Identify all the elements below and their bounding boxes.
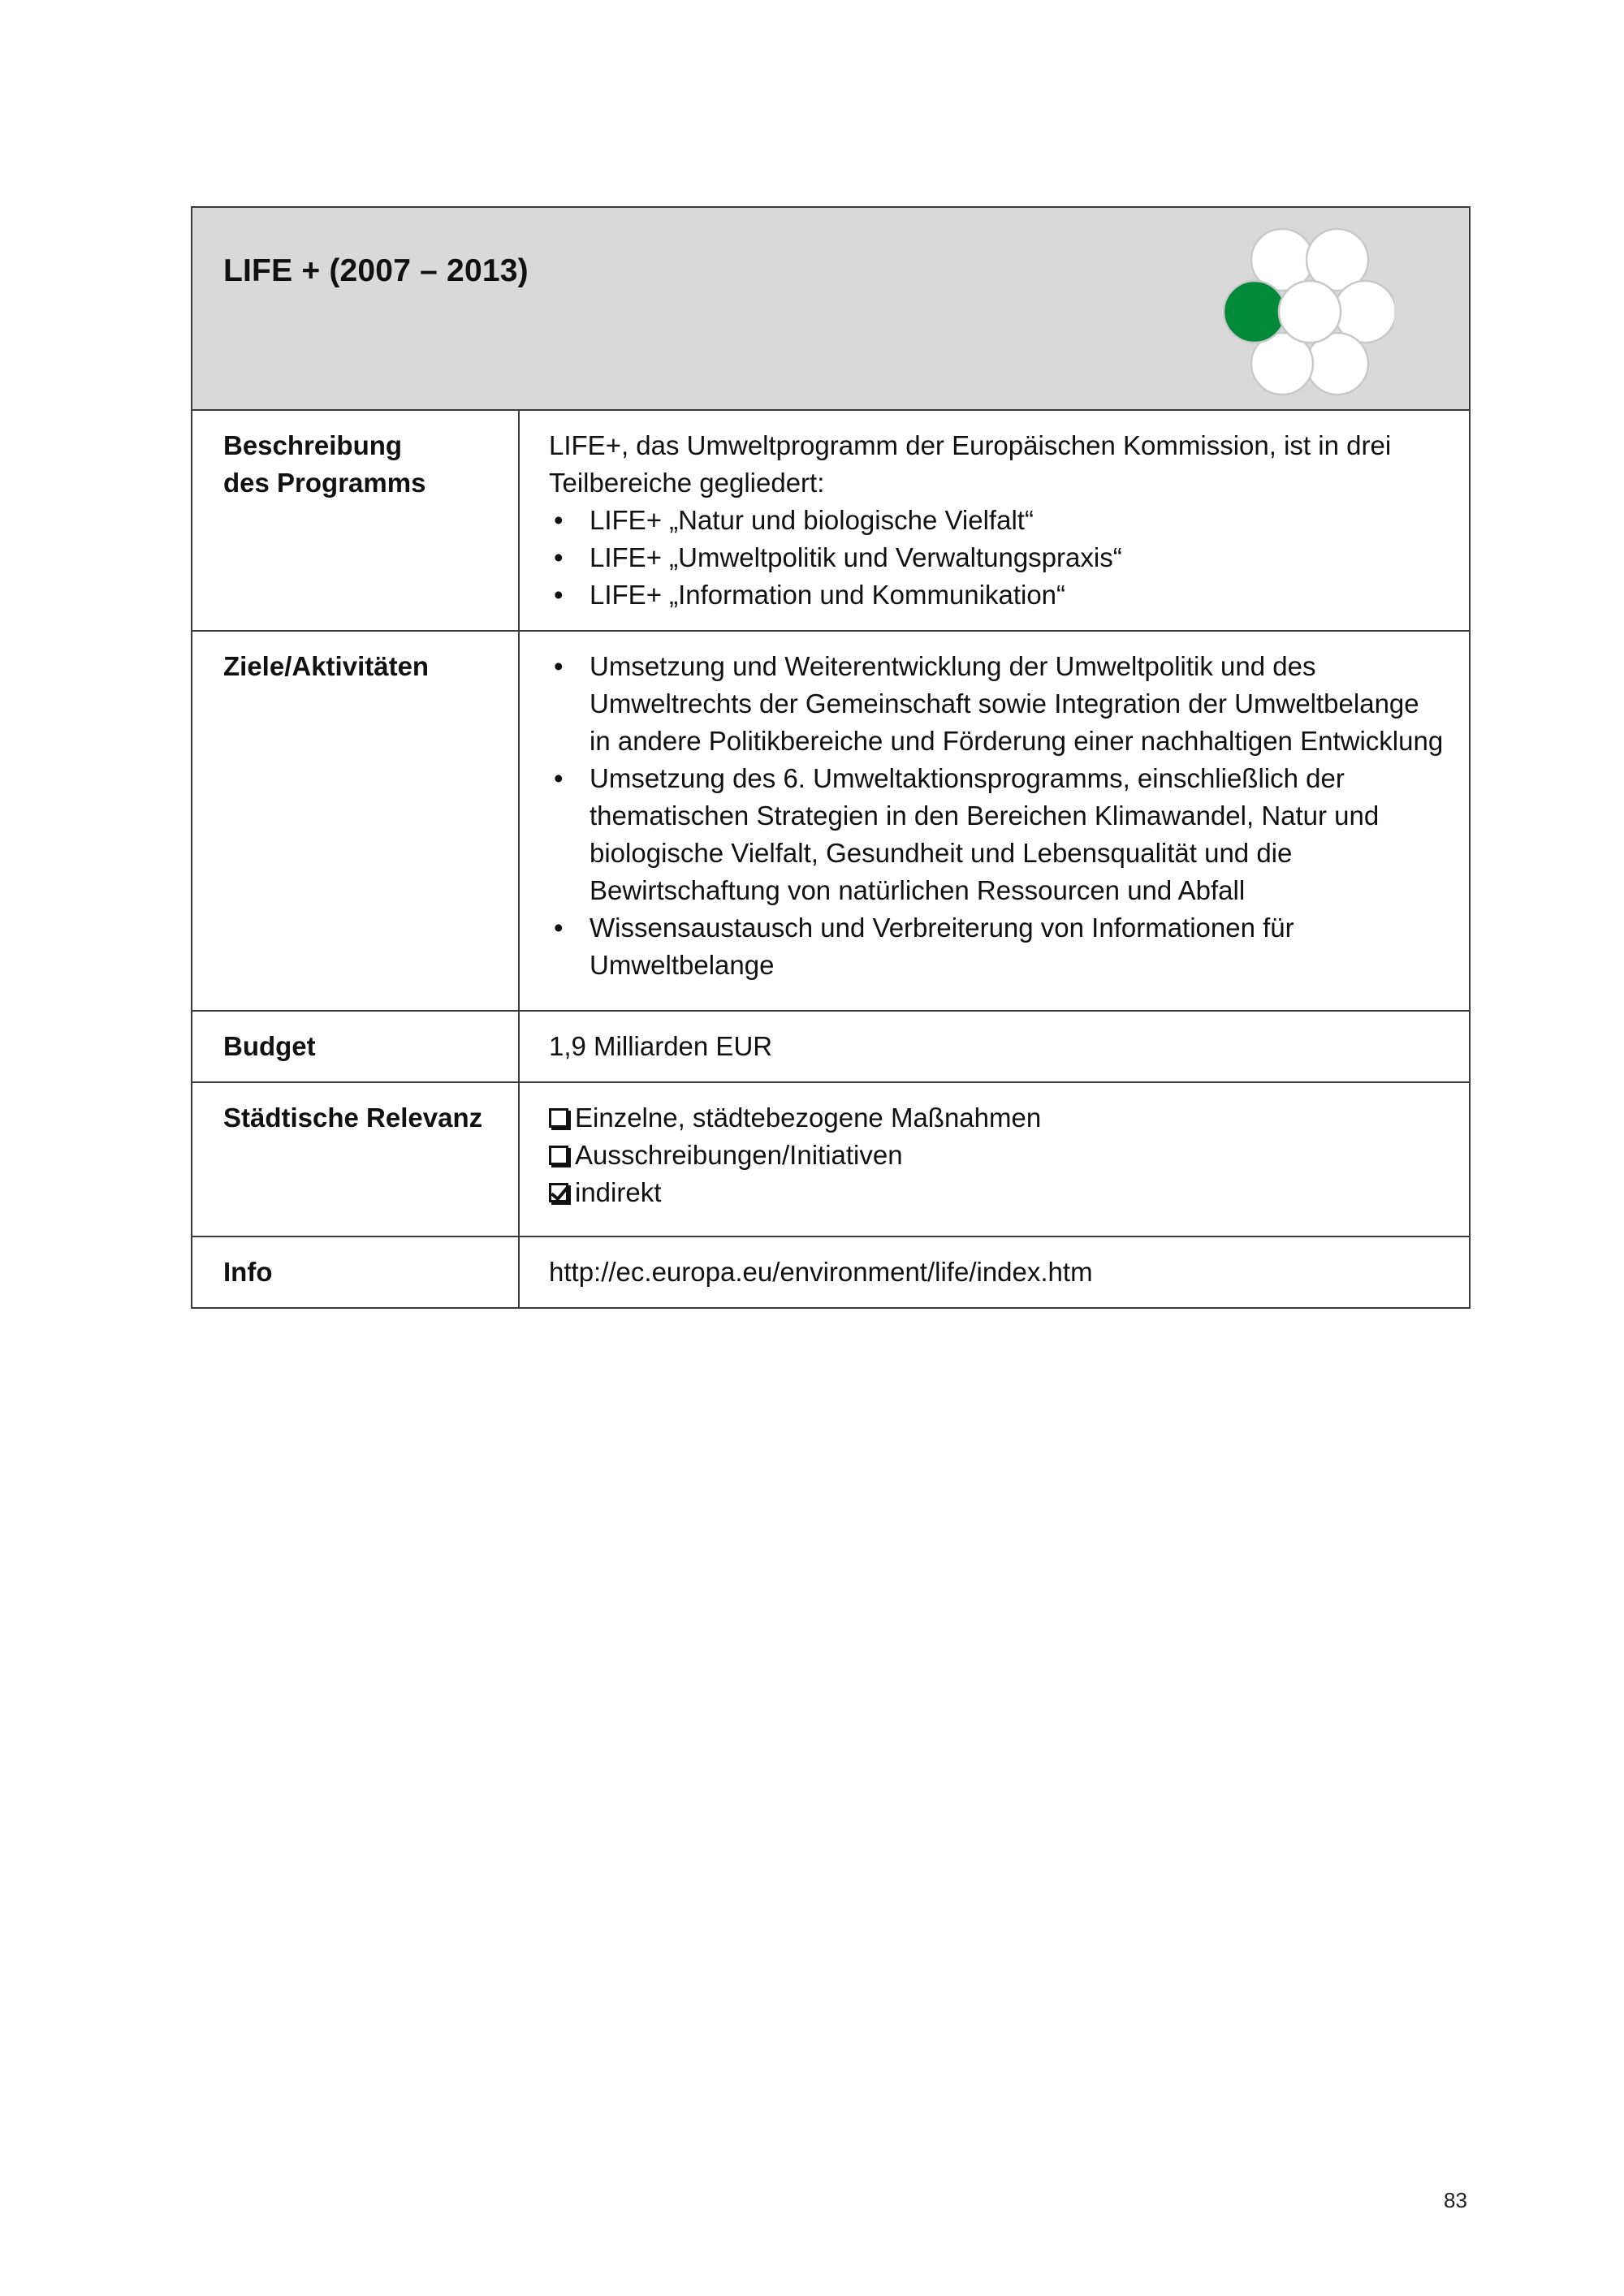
list-item: • Umsetzung des 6. Umweltaktionsprogramms, einschließlich der thematischen Strategien in den Bereichen Klimawandel, Natur und biologische Vielfalt, Gesundheit und Lebensqualität und die Bewirtschaftung von natürlichen Ressourcen und Abfall xyxy=(549,760,1445,909)
row-ziele xyxy=(192,632,1469,1012)
info-url[interactable]: http://ec.europa.eu/environment/life/index.htm xyxy=(549,1257,1093,1287)
list-item: • Umsetzung und Weiterentwicklung der Umweltpolitik und des Umweltrechts der Gemeinschaft sowie Integration der Umweltbelange in andere Politikbereiche und Förderung einer nachhaltigen Entwicklung xyxy=(549,648,1445,760)
list-item: • LIFE+ „Information und Kommunikation“ xyxy=(549,576,1445,614)
list-item: • LIFE+ „Umweltpolitik und Verwaltungspraxis“ xyxy=(549,539,1445,576)
relevance-option: Einzelne, städtebezogene Maßnahmen xyxy=(549,1099,1445,1137)
row-budget xyxy=(192,1012,1469,1083)
page-number: 83 xyxy=(1444,2188,1467,2212)
row-beschreibung xyxy=(192,411,1469,632)
row-info xyxy=(192,1237,1469,1307)
row-label: Städtische Relevanz xyxy=(192,1083,520,1236)
list-item: • LIFE+ „Natur und biologische Vielfalt“ xyxy=(549,502,1445,539)
row-label: Beschreibung des Programms xyxy=(192,411,520,630)
programme-title: LIFE + (2007 – 2013) xyxy=(223,253,529,288)
intro-text: LIFE+, das Umweltprogramm der Europäischen Kommission, ist in drei xyxy=(549,430,1392,460)
row-label: Budget xyxy=(192,1012,520,1081)
card-header xyxy=(192,208,1469,411)
bullet-list xyxy=(549,502,1445,614)
checkbox-icon xyxy=(549,1146,568,1165)
bullet-list xyxy=(549,648,1445,994)
row-value xyxy=(520,1083,1469,1236)
row-label: Ziele/Aktivitäten xyxy=(192,632,520,1010)
row-label: Info xyxy=(192,1237,520,1307)
relevance-option: Ausschreibungen/Initiativen xyxy=(549,1137,1445,1174)
row-relevanz xyxy=(192,1083,1469,1237)
checkbox-icon xyxy=(549,1108,568,1128)
relevance-option: indirekt xyxy=(549,1174,1445,1211)
intro-text: Teilbereiche gegliedert: xyxy=(549,468,825,498)
flower-logo-icon xyxy=(1207,222,1394,401)
list-item: • Wissensaustausch und Verbreiterung von Informationen für Umweltbelange xyxy=(549,909,1445,984)
programme-card xyxy=(191,206,1471,1309)
row-value xyxy=(520,632,1469,1010)
checkbox-checked-icon xyxy=(549,1183,568,1202)
budget-value: 1,9 Milliarden EUR xyxy=(549,1031,773,1061)
row-value xyxy=(520,411,1469,630)
